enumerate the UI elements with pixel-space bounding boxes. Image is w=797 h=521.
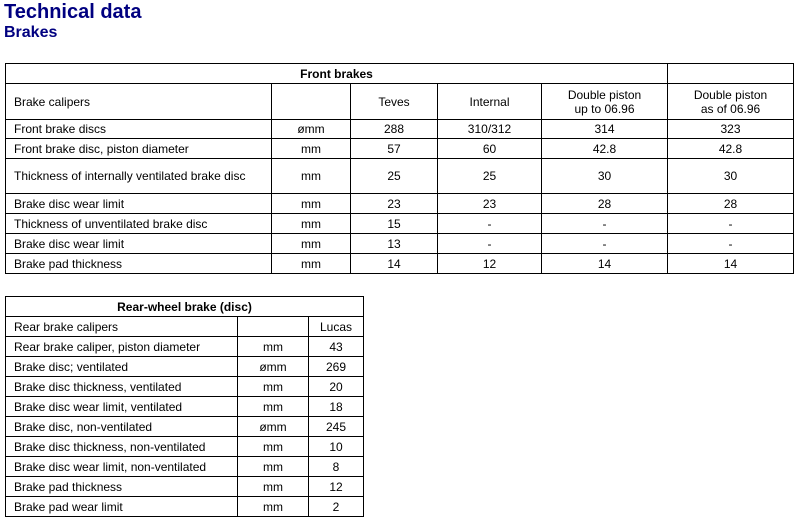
- front-header-col: [542, 84, 668, 120]
- rear-row-value: 10: [309, 437, 364, 457]
- rear-row-unit: mm: [238, 397, 309, 417]
- front-row-value: 12: [438, 254, 542, 274]
- rear-row-label: Brake pad thickness: [6, 477, 238, 497]
- front-row-value: -: [438, 214, 542, 234]
- front-row-label: Thickness of unventilated brake disc: [6, 214, 272, 234]
- front-row-value: 42.8: [668, 139, 794, 159]
- front-row-value: 30: [542, 159, 668, 194]
- front-row-value: -: [438, 234, 542, 254]
- page-title: Technical data: [4, 1, 142, 23]
- front-caption-blank: [668, 64, 794, 84]
- rear-row: [6, 357, 364, 377]
- front-row-label: Brake disc wear limit: [6, 194, 272, 214]
- rear-row: [6, 497, 364, 517]
- front-row-value: 42.8: [542, 139, 668, 159]
- front-row-label: Front brake discs: [6, 120, 272, 139]
- front-row-value: 14: [542, 254, 668, 274]
- front-header-row: [6, 84, 794, 120]
- front-row-value: 30: [668, 159, 794, 194]
- front-row-unit: mm: [272, 194, 351, 214]
- front-row: [6, 159, 794, 194]
- rear-row-unit: mm: [238, 477, 309, 497]
- front-row-value: 23: [438, 194, 542, 214]
- front-row-value: 323: [668, 120, 794, 139]
- front-row-value: 25: [438, 159, 542, 194]
- front-header-label: Brake calipers: [6, 84, 272, 120]
- front-caption: Front brakes: [6, 64, 668, 84]
- rear-caption: Rear-wheel brake (disc): [6, 297, 364, 317]
- rear-row-label: Brake disc wear limit, ventilated: [6, 397, 238, 417]
- front-row-unit: mm: [272, 214, 351, 234]
- front-row-value: -: [668, 234, 794, 254]
- front-row-value: 14: [351, 254, 438, 274]
- front-row-label: Brake pad thickness: [6, 254, 272, 274]
- front-row-value: 314: [542, 120, 668, 139]
- rear-caption-row: [6, 297, 364, 317]
- rear-row-label: Brake disc; ventilated: [6, 357, 238, 377]
- front-row-value: 14: [668, 254, 794, 274]
- rear-row-value: 8: [309, 457, 364, 477]
- rear-row-unit: mm: [238, 437, 309, 457]
- page-subtitle: Brakes: [4, 24, 58, 41]
- rear-row-label: Brake disc thickness, ventilated: [6, 377, 238, 397]
- front-row-value: 15: [351, 214, 438, 234]
- rear-row-label: Brake disc thickness, non-ventilated: [6, 437, 238, 457]
- front-row-unit: ømm: [272, 120, 351, 139]
- front-row-label: [6, 159, 272, 194]
- rear-row-unit: ømm: [238, 417, 309, 437]
- front-header-col-text: Double piston up to 06.96: [567, 87, 642, 116]
- front-header-col: Teves: [351, 84, 438, 120]
- rear-row-value: 20: [309, 377, 364, 397]
- front-caption-row: [6, 64, 794, 84]
- rear-row: [6, 397, 364, 417]
- rear-row-label: Brake pad wear limit: [6, 497, 238, 517]
- front-row-label: Brake disc wear limit: [6, 234, 272, 254]
- front-row-value: 28: [668, 194, 794, 214]
- front-row-label-text: Thickness of internally ventilated brake disc: [14, 169, 246, 183]
- rear-row-label: Brake disc, non-ventilated: [6, 417, 238, 437]
- front-row: [6, 254, 794, 274]
- front-row-value: -: [668, 214, 794, 234]
- rear-row: [6, 477, 364, 497]
- rear-row-value: 18: [309, 397, 364, 417]
- rear-row: [6, 317, 364, 337]
- rear-row: [6, 457, 364, 477]
- rear-row-label: Rear brake calipers: [6, 317, 238, 337]
- front-row-value: 310/312: [438, 120, 542, 139]
- front-row-label: Front brake disc, piston diameter: [6, 139, 272, 159]
- front-row-value: 25: [351, 159, 438, 194]
- rear-row-unit: [238, 317, 309, 337]
- front-brakes-table: [5, 63, 794, 274]
- rear-brakes-table: [5, 296, 364, 517]
- rear-row-unit: mm: [238, 457, 309, 477]
- rear-row-label: Brake disc wear limit, non-ventilated: [6, 457, 238, 477]
- front-row-value: 13: [351, 234, 438, 254]
- front-row-value: -: [542, 214, 668, 234]
- rear-row-unit: mm: [238, 497, 309, 517]
- front-row-unit: mm: [272, 254, 351, 274]
- front-row-value: 57: [351, 139, 438, 159]
- rear-row: [6, 437, 364, 457]
- front-header-col-text: Double piston as of 06.96: [693, 87, 768, 116]
- front-row: [6, 194, 794, 214]
- front-header-unit: [272, 84, 351, 120]
- front-row: [6, 234, 794, 254]
- rear-row: [6, 417, 364, 437]
- rear-row-unit: mm: [238, 337, 309, 357]
- front-row-value: 288: [351, 120, 438, 139]
- front-header-col: Internal: [438, 84, 542, 120]
- front-row-unit: mm: [272, 139, 351, 159]
- rear-row-value: 245: [309, 417, 364, 437]
- front-row: [6, 139, 794, 159]
- rear-row-value: 12: [309, 477, 364, 497]
- rear-row-value: 269: [309, 357, 364, 377]
- front-row-value: 28: [542, 194, 668, 214]
- front-row: [6, 120, 794, 139]
- front-row-value: 60: [438, 139, 542, 159]
- front-header-col: [668, 84, 794, 120]
- front-row-unit: mm: [272, 234, 351, 254]
- front-row: [6, 214, 794, 234]
- rear-row-value: 2: [309, 497, 364, 517]
- rear-row-unit: ømm: [238, 357, 309, 377]
- rear-row-value: Lucas: [309, 317, 364, 337]
- rear-row-label: Rear brake caliper, piston diameter: [6, 337, 238, 357]
- rear-row: [6, 377, 364, 397]
- front-row-value: -: [542, 234, 668, 254]
- rear-row: [6, 337, 364, 357]
- front-row-value: 23: [351, 194, 438, 214]
- front-row-unit: mm: [272, 159, 351, 194]
- rear-row-value: 43: [309, 337, 364, 357]
- rear-row-unit: mm: [238, 377, 309, 397]
